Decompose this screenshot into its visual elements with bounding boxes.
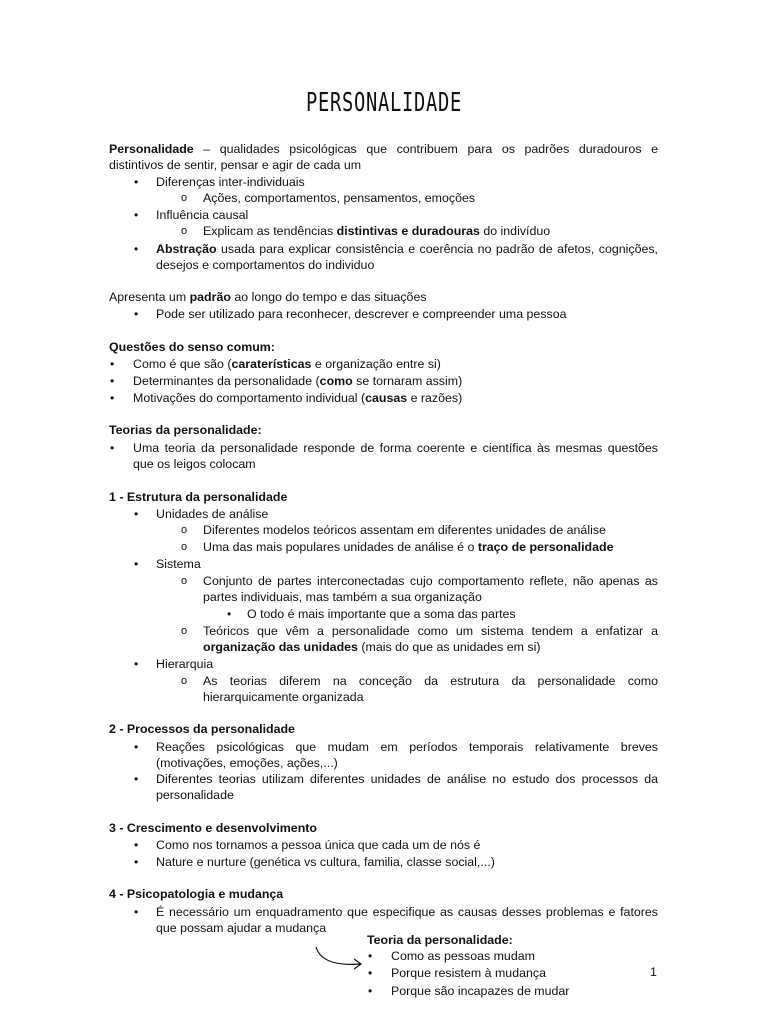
- list-item-continuation: (motivações, emoções, ações,...): [156, 756, 338, 770]
- definition-text: – qualidades psicológicas que contribuem para os padrões duradouros e: [193, 142, 658, 156]
- list-item: Conjunto de partes interconectadas cujo comportamento reflete, não apenas as: [203, 574, 658, 588]
- definition-line-1: [109, 141, 658, 157]
- bullet-icon: •: [110, 374, 115, 388]
- bullet-icon: •: [110, 357, 115, 371]
- list-item: Reações psicológicas que mudam em períodos temporais relativamente breves: [156, 740, 658, 754]
- list-item: Diferentes modelos teóricos assentam em diferentes unidades de análise: [203, 523, 606, 537]
- list-item: Motivações do comportamento individual (causas e razões): [133, 391, 463, 405]
- bullet-icon: •: [134, 855, 139, 869]
- note-heading: Teoria da personalidade:: [367, 933, 513, 947]
- list-item: Influência causal: [156, 208, 249, 222]
- section-heading: Questões do senso comum:: [109, 340, 275, 354]
- bullet-icon: •: [134, 557, 139, 571]
- list-item: Determinantes da personalidade (como se tornaram assim): [133, 374, 463, 388]
- bullet-icon: •: [227, 607, 232, 621]
- list-item: O todo é mais importante que a soma das partes: [247, 607, 516, 621]
- list-item-continuation: desejos e comportamentos do individuo: [156, 258, 375, 272]
- bullet-icon: •: [110, 391, 115, 405]
- circle-bullet-icon: o: [181, 541, 188, 553]
- list-item: Como nos tornamos a pessoa única que cada um de nós é: [156, 838, 481, 852]
- list-item: Diferentes teorias utilizam diferentes unidades de análise no estudo dos processos da: [156, 772, 658, 786]
- bullet-icon: •: [368, 966, 373, 980]
- list-item: Explicam as tendências distintivas e duradouras do indivíduo: [203, 224, 551, 238]
- section-heading: Teorias da personalidade:: [109, 423, 262, 437]
- list-item: Pode ser utilizado para reconhecer, descrever e compreender uma pessoa: [156, 307, 567, 321]
- section-heading: 4 - Psicopatologia e mudança: [109, 887, 284, 901]
- list-item: Uma das mais populares unidades de análise é o traço de personalidade: [203, 540, 614, 554]
- list-item: Uma teoria da personalidade responde de forma coerente e científica às mesmas questões: [133, 441, 658, 455]
- page-title: PERSONALIDADE: [306, 88, 462, 118]
- list-item-continuation: hierarquicamente organizada: [203, 690, 364, 704]
- list-item: Unidades de análise: [156, 507, 269, 521]
- bullet-icon: •: [134, 208, 139, 222]
- paragraph-line: Apresenta um padrão ao longo do tempo e das situações: [109, 290, 427, 304]
- bullet-icon: •: [134, 242, 139, 256]
- section-heading: 3 - Crescimento e desenvolvimento: [109, 821, 317, 835]
- circle-bullet-icon: o: [181, 225, 188, 237]
- bullet-icon: •: [134, 507, 139, 521]
- section-heading: 2 - Processos da personalidade: [109, 722, 295, 736]
- circle-bullet-icon: o: [181, 625, 188, 637]
- list-item: Nature e nurture (genética vs cultura, familia, classe social,...): [156, 855, 495, 869]
- bullet-icon: •: [110, 441, 115, 455]
- list-item: Teóricos que vêm a personalidade como um sistema tendem a enfatizar a: [203, 624, 658, 638]
- list-item: Diferenças inter-individuais: [156, 175, 305, 189]
- list-item-continuation: partes individuais, mas também a sua organização: [203, 590, 482, 604]
- circle-bullet-icon: o: [181, 192, 188, 204]
- note-item: Porque resistem à mudança: [391, 966, 546, 980]
- bullet-icon: •: [368, 984, 373, 998]
- bullet-icon: •: [134, 657, 139, 671]
- bullet-icon: •: [134, 838, 139, 852]
- circle-bullet-icon: o: [181, 575, 188, 587]
- list-item-continuation: personalidade: [156, 788, 234, 802]
- list-item: Ações, comportamentos, pensamentos, emoções: [203, 191, 476, 205]
- list-item-continuation: organização das unidades (mais do que as unidades em si): [203, 640, 541, 654]
- bullet-icon: •: [134, 905, 139, 919]
- list-item: Como é que são (caraterísticas e organização entre si): [133, 357, 441, 371]
- bullet-icon: •: [134, 175, 139, 189]
- bullet-icon: •: [134, 307, 139, 321]
- list-item-continuation: que os leigos colocam: [133, 457, 256, 471]
- list-item: É necessário um enquadramento que especifique as causas desses problemas e fatores: [156, 905, 658, 919]
- bullet-icon: •: [134, 772, 139, 786]
- list-item: As teorias diferem na conceção da estrutura da personalidade como: [203, 674, 658, 688]
- curved-arrow-icon: [312, 944, 368, 972]
- section-heading: 1 - Estrutura da personalidade: [109, 490, 288, 504]
- list-item: Hierarquia: [156, 657, 214, 671]
- list-item: Sistema: [156, 557, 201, 571]
- bullet-icon: •: [134, 740, 139, 754]
- note-item: Como as pessoas mudam: [391, 949, 535, 963]
- bullet-icon: •: [368, 949, 373, 963]
- list-item: Abstração usada para explicar consistência e coerência no padrão de afetos, cognições,: [156, 242, 658, 256]
- page-number: 1: [650, 965, 657, 979]
- circle-bullet-icon: o: [181, 675, 188, 687]
- note-item: Porque são incapazes de mudar: [391, 984, 570, 998]
- list-item-continuation: que possam ajudar a mudança: [156, 921, 327, 935]
- definition-line-2: distintivos de sentir, pensar e agir de cada um: [109, 158, 362, 172]
- circle-bullet-icon: o: [181, 524, 188, 536]
- term-personalidade: Personalidade: [109, 142, 194, 156]
